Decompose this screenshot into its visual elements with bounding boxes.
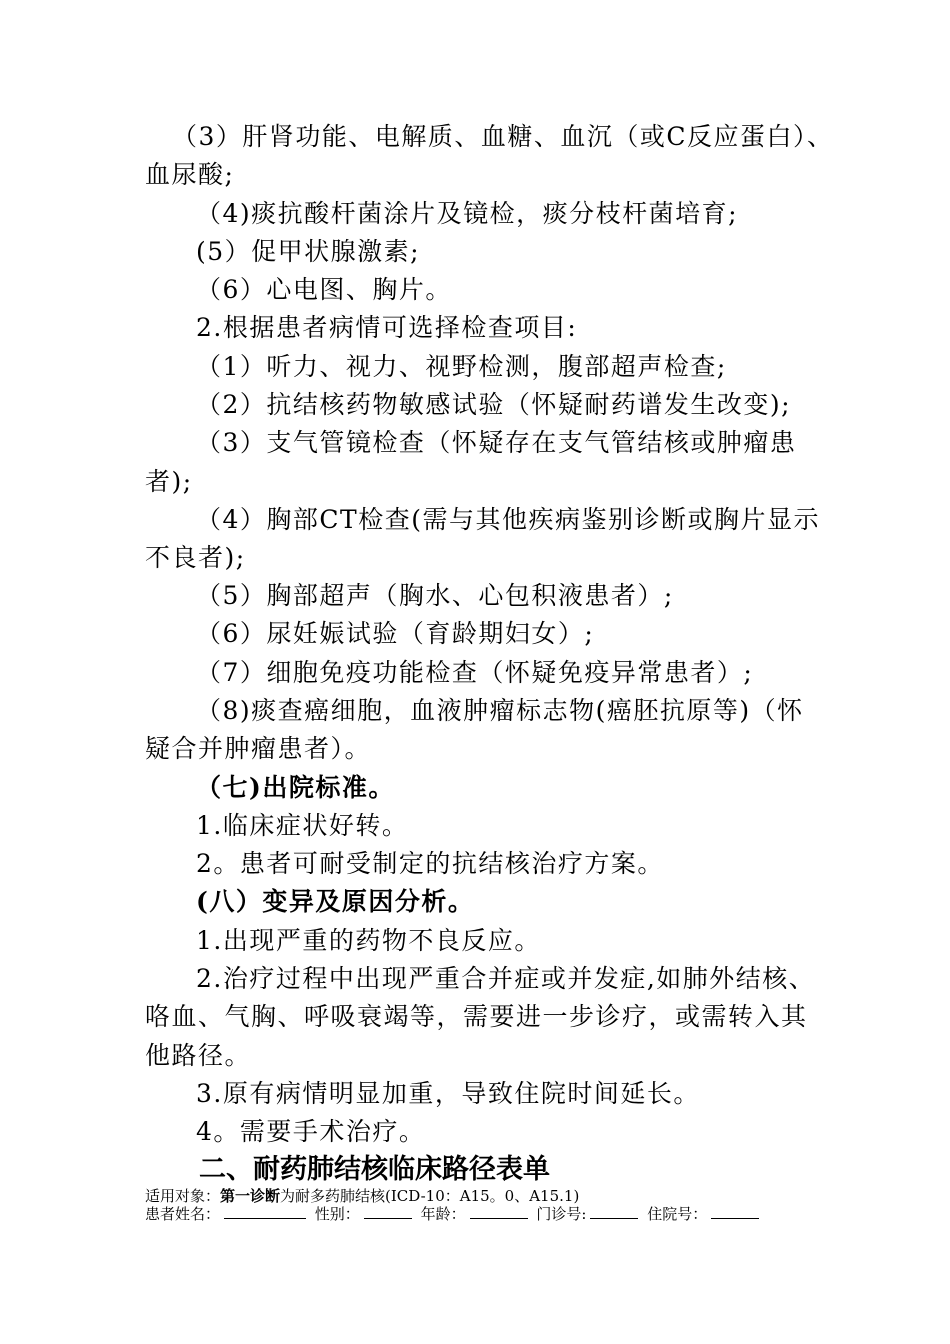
text-line: （1）听力、视力、视野检测，腹部超声检查; — [196, 352, 727, 381]
text-line: 2。患者可耐受制定的抗结核治疗方案。 — [196, 849, 664, 878]
text-line: （4)痰抗酸杆菌涂片及镜检，痰分枝杆菌培育; — [196, 199, 739, 228]
text-line: 3.原有病情明显加重，导致住院时间延长。 — [196, 1079, 700, 1108]
patient-name-label: 患者姓名： — [145, 1205, 221, 1223]
text-line: 咯血、气胸、呼吸衰竭等，需要进一步诊疗，或需转入其 — [145, 1002, 808, 1031]
first-diagnosis-label: 第一诊断 — [220, 1187, 281, 1205]
gender-field[interactable] — [364, 1205, 412, 1219]
clinic-number-label: 门诊号: — [536, 1205, 587, 1223]
form-title: 二、耐药肺结核临床路径表单 — [199, 1154, 550, 1185]
text-line: 2.根据患者病情可选择检查项目: — [196, 313, 578, 342]
text-line: 疑合并肿瘤患者）。 — [145, 734, 372, 763]
text-line: （4）胸部CT检查(需与其他疾病鉴别诊断或胸片显示 — [196, 505, 820, 534]
gender-label: 性别： — [314, 1205, 360, 1223]
text-line: 血尿酸; — [145, 160, 235, 189]
text-line: （2）抗结核药物敏感试验（怀疑耐药谱发生改变); — [196, 390, 792, 419]
text-line: （6）心电图、胸片。 — [196, 275, 452, 304]
text-line: （7）细胞免疫功能检查（怀疑免疫异常患者）; — [196, 658, 754, 687]
clinic-number-field[interactable] — [590, 1205, 638, 1219]
text-line: 1.出现严重的药物不良反应。 — [196, 926, 541, 955]
text-line: （5）胸部超声（胸水、心包积液患者）; — [196, 581, 674, 610]
inpatient-number-field[interactable] — [711, 1205, 759, 1219]
text-line: （6）尿妊娠试验（育龄期妇女）; — [196, 619, 595, 648]
age-field[interactable] — [470, 1205, 528, 1219]
text-line: （3）肝肾功能、电解质、血糖、血沉（或C反应蛋白）、 — [172, 122, 834, 151]
section-heading: （七)出院标准。 — [196, 773, 395, 802]
text-line: 2.治疗过程中出现严重合并症或并发症,如肺外结核、 — [196, 964, 816, 993]
text-line: （3）支气管镜检查（怀疑存在支气管结核或肿瘤患 — [196, 428, 797, 457]
text-line: 者); — [145, 467, 193, 496]
applicable-line — [145, 1187, 579, 1205]
patient-name-field[interactable] — [224, 1205, 306, 1219]
text-line: （8)痰查癌细胞，血液肿瘤标志物(癌胚抗原等)（怀 — [196, 696, 804, 725]
applicable-label: 适用对象： — [145, 1187, 221, 1205]
text-line: (5）促甲状腺激素; — [196, 237, 421, 266]
text-line: 他路径。 — [145, 1041, 252, 1070]
section-heading: (八）变异及原因分析。 — [196, 887, 475, 916]
applicable-diagnosis: 为耐多药肺结核(ICD-10：A15。0、A15.1) — [280, 1187, 580, 1205]
inpatient-number-label: 住院号： — [647, 1205, 708, 1223]
text-line: 1.临床症状好转。 — [196, 811, 409, 840]
text-line: 不良者); — [145, 543, 246, 572]
age-label: 年龄： — [420, 1205, 466, 1223]
patient-info-line — [145, 1205, 763, 1223]
text-line: 4。需要手术治疗。 — [196, 1117, 426, 1146]
